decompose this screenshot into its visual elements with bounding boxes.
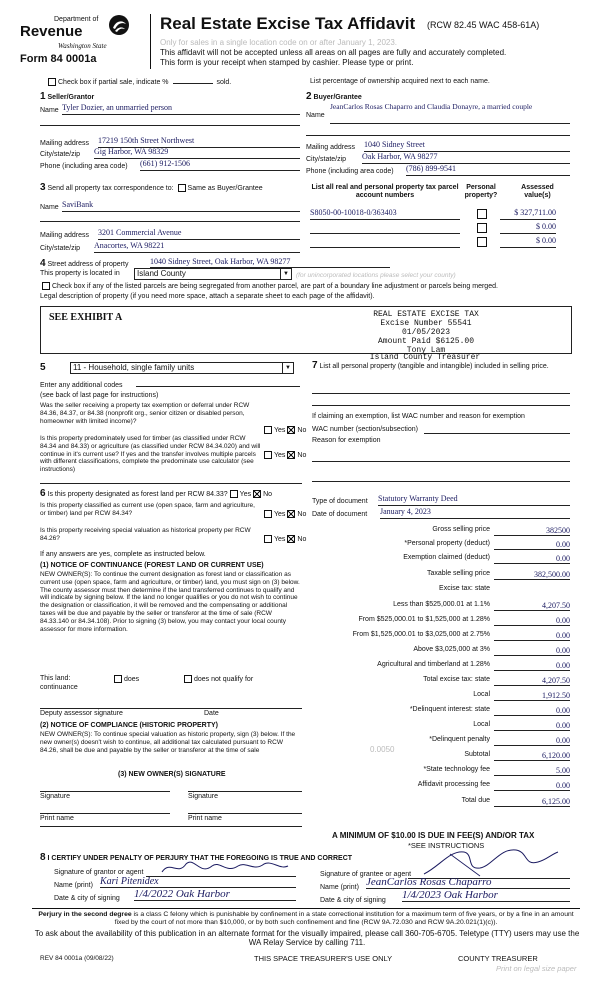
tax-row-label: *Delinquent penalty — [429, 736, 490, 743]
see-back-note: (see back of last page for instructions) — [40, 392, 159, 399]
segregated-row: Check box if any of the listed parcels are being segregated from another parcel, are part of a boundary line adjustment or parcels being merged. — [40, 282, 498, 290]
personal-property-line1[interactable] — [312, 392, 570, 394]
tax-row-label: Local — [473, 721, 490, 728]
seller-name-label: Name — [40, 107, 59, 114]
form-number: Form 84 0001a — [20, 53, 97, 65]
tax-row-value[interactable]: 1,912.50 — [494, 691, 570, 701]
section6-divider — [40, 482, 302, 484]
new-owner-sig1-label: Signature — [40, 793, 70, 800]
tax-row-value[interactable]: 5.00 — [494, 766, 570, 776]
tax-row-label: Local — [473, 691, 490, 698]
tax-row-label: *Delinquent interest: state — [409, 706, 490, 713]
tax-row — [310, 540, 570, 550]
tax-row-value[interactable]: 6,120.00 — [494, 751, 570, 761]
dept-of-label: Department of — [54, 16, 99, 23]
notice2-body: NEW OWNER(S): To continue special valuation as historic property, sign (3) below. If the new owner(s) doesn't wish to continue, all additional tax calculated pursuant to RCW 84.26, shall be due and payable by the seller or transferor at the time of sale — [40, 731, 296, 754]
tax-row-label: Excise tax: state — [439, 585, 490, 592]
tax-corr-name-label: Name — [40, 204, 59, 211]
segregated-checkbox[interactable] — [42, 282, 50, 290]
tax-row-label: Total excise tax: state — [423, 676, 490, 683]
tax-row — [310, 585, 570, 595]
tax-row-label: *Personal property (deduct) — [404, 540, 490, 547]
parcel-value-1[interactable]: $ 327,711.00 — [500, 208, 556, 220]
exemption-yes-checkbox[interactable] — [264, 426, 272, 434]
tax-row — [310, 797, 570, 807]
receipt-note: This form is your receipt when stamped by cashier. Please type or print. — [160, 58, 414, 67]
tax-row-value[interactable]: 0.00 — [494, 646, 570, 656]
additional-codes-field[interactable] — [136, 385, 300, 387]
exemption-question: Was the seller receiving a property tax exemption or deferral under RCW 84.36, 84.37, or 84.38 (nonprofit org., senior citizen or disabled person, homeowner with limited income)? — [40, 402, 250, 425]
parcel-header-list: List all real and personal property tax parcel account numbers — [311, 184, 459, 199]
new-owner-print2-label: Print name — [188, 815, 222, 822]
tax-row-value[interactable]: 0.00 — [494, 616, 570, 626]
alt-format-note: To ask about the availability of this publication in an alternate format for the visually impaired, please call 360-705-6705. Teletype (TTY) users may use the WA Relay Service by calling 711. — [34, 929, 580, 947]
section8-divider — [40, 825, 302, 827]
grantor-name-field[interactable]: Kari Pitenidex — [100, 876, 296, 888]
forest-no-checkbox[interactable] — [253, 490, 261, 498]
treasurer-stamp-line6: Island County Treasurer — [369, 353, 481, 362]
claim-exemption-label: If claiming an exemption, list WAC number and reason for exemption — [312, 413, 525, 420]
grantor-date-label: Date & city of signing — [54, 895, 120, 902]
tax-row — [310, 554, 570, 564]
tax-row — [310, 570, 570, 580]
tax-row — [310, 676, 570, 686]
tax-row-label: Above $3,025,000 at 3% — [413, 646, 490, 653]
seller-city-label: City/state/zip — [40, 151, 81, 158]
tax-row-value[interactable]: 6,125.00 — [494, 797, 570, 807]
grantor-date-field[interactable]: 1/4/2022 Oak Harbor — [134, 888, 296, 901]
doc-date-label: Date of document — [312, 511, 368, 518]
tax-row-value[interactable]: 4,207.50 — [494, 676, 570, 686]
grantor-signature — [160, 858, 290, 878]
section7-text: 7 List all personal property (tangible and intangible) included in selling price. — [312, 360, 549, 371]
swirl-icon — [108, 14, 130, 36]
continuance-label: continuance — [40, 684, 78, 691]
chevron-down-icon[interactable]: ▼ — [280, 269, 291, 279]
tax-row-label: Agricultural and timberland at 1.28% — [377, 661, 490, 668]
tax-row-value[interactable]: 0.00 — [494, 631, 570, 641]
tax-row-label: *State technology fee — [423, 766, 490, 773]
doc-type-field[interactable]: Statutory Warranty Deed — [378, 494, 570, 506]
tax-row — [310, 766, 570, 776]
local-rate: 0.0050 — [370, 745, 395, 754]
minimum-due-note: A MINIMUM OF $10.00 IS DUE IN FEE(S) AND/OR TAX — [332, 831, 535, 840]
buyer-phone-label: Phone (including area code) — [306, 168, 394, 175]
treasurer-stamp: REAL ESTATE EXCISE TAX Excise Number 55541 01/05/2023 Amount Paid $6125.00 Tony Lam — [373, 310, 479, 355]
grantee-signature — [420, 846, 560, 878]
street-label: 4 Street address of property — [40, 258, 129, 269]
historic-yes-checkbox[interactable] — [264, 535, 272, 543]
new-owner-print1-line[interactable] — [40, 812, 170, 814]
dor-logo — [20, 14, 148, 58]
tax-row-value[interactable]: 4,207.50 — [494, 601, 570, 611]
notice1-title: (1) NOTICE OF CONTINUANCE (FOREST LAND OR CURRENT USE) — [40, 562, 264, 569]
state-label: Washington State — [58, 42, 107, 50]
partial-sale-label: Check box if partial sale, indicate % — [58, 78, 169, 86]
legal-desc-label: Legal description of property (if you need more space, attach a separate sheet to each page of the affidavit). — [40, 293, 375, 300]
tax-corr-city-label: City/state/zip — [40, 245, 81, 252]
partial-pct-field[interactable] — [173, 83, 213, 84]
wac-label: WAC number (section/subsection) — [312, 426, 418, 433]
sold-label: sold. — [216, 78, 232, 86]
timber-question: Is this property predominately used for timber (as classified under RCW 84.34 and 84.33) or agriculture (as classified under RCW 84.34.020) and will continue in it's current use? If yes and the transfer involves multiple parcels with different classifications, complete the predominate use calculator (see instructions) — [40, 435, 261, 474]
buyer-phone-field[interactable]: (786) 899-9541 — [406, 164, 570, 176]
tax-row-label: Taxable selling price — [426, 570, 490, 577]
historic-question: Is this property receiving special valuation as historical property per RCW 84.26? — [40, 527, 251, 542]
does-not-option: does not qualify for — [182, 675, 253, 683]
parcel-number-2[interactable] — [310, 222, 460, 234]
tax-row-label: Total due — [461, 797, 490, 804]
revenue-wordmark: Revenue — [20, 23, 83, 40]
see-instructions-note: *SEE INSTRUCTIONS — [408, 841, 485, 850]
buyer-mail-label: Mailing address — [306, 144, 356, 151]
tax-row-label: From $525,000.01 to $1,525,000 at 1.28% — [358, 616, 490, 623]
tax-row-label: Subtotal — [464, 751, 490, 758]
only-for-note: Only for sales in a single location code on or after January 1, 2023. — [160, 38, 398, 47]
seller-heading: 1 Seller/Grantor — [40, 91, 95, 102]
tax-corr-name-line2[interactable] — [40, 220, 300, 222]
tax-row — [310, 691, 570, 701]
tax-row — [310, 781, 570, 791]
buyer-city-field[interactable]: Oak Harbor, WA 98277 — [362, 152, 570, 164]
county-select[interactable] — [134, 268, 292, 280]
tax-corr-mail-field[interactable]: 3201 Commercial Avenue — [98, 228, 300, 240]
tax-row — [310, 751, 570, 761]
print-legal-note: Print on legal size paper — [496, 964, 577, 973]
parcel-header-assessed: Assessed value(s) — [521, 184, 554, 199]
chevron-down-icon[interactable]: ▼ — [282, 363, 293, 373]
street-address-field[interactable]: 1040 Sidney Street, Oak Harbor, WA 98277 — [150, 257, 390, 268]
open-space-yes-no: Yes No — [262, 510, 306, 518]
doc-date-field[interactable]: January 4, 2023 — [380, 507, 570, 519]
tax-row-value[interactable]: 0.00 — [494, 721, 570, 731]
tax-row-label: From $1,525,000.01 to $3,025,000 at 2.75% — [352, 631, 490, 638]
tax-row-value[interactable]: 0.00 — [494, 540, 570, 550]
does-not-checkbox[interactable] — [184, 675, 192, 683]
buyer-name-field[interactable]: JeanCarlos Rosas Chaparro and Claudia Donayre, a married couple — [330, 103, 570, 124]
parcel-number-1[interactable]: S8050-00-10018-0/363403 — [310, 208, 460, 220]
tax-row-value[interactable]: 0.00 — [494, 781, 570, 791]
deputy-sig-label: Deputy assessor signature — [40, 710, 123, 717]
exemption-no-checkbox[interactable] — [287, 426, 295, 434]
tax-row-value[interactable]: 0.00 — [494, 661, 570, 671]
this-land-label: This land: — [40, 675, 71, 682]
tax-row — [310, 661, 570, 671]
new-owner-sig2-label: Signature — [188, 793, 218, 800]
tax-corr-heading: 3 Send all property tax correspondence to: Same as Buyer/Grantee — [40, 182, 263, 193]
grantee-name-label: Name (print) — [320, 884, 359, 891]
partial-sale-checkbox[interactable] — [48, 78, 56, 86]
legal-description-box[interactable] — [40, 306, 572, 354]
new-owner-sig1-line[interactable] — [40, 790, 170, 792]
open-space-no-checkbox[interactable] — [287, 510, 295, 518]
grantee-date-label: Date & city of signing — [320, 897, 386, 904]
county-treasurer-label: COUNTY TREASURER — [458, 954, 538, 963]
seller-phone-label: Phone (including area code) — [40, 163, 128, 170]
grantee-name-field[interactable]: JeanCarlos Rosas Chaparro — [366, 876, 570, 889]
parcel-value-3[interactable]: $ 0.00 — [500, 236, 556, 248]
footer-divider — [32, 908, 580, 909]
buyer-heading: 2 Buyer/Grantee — [306, 91, 362, 102]
revision-label: REV 84 0001a (09/08/22) — [40, 955, 114, 962]
doc-type-label: Type of document — [312, 498, 368, 505]
parcel-value-2[interactable]: $ 0.00 — [500, 222, 556, 234]
not-accepted-note: This affidavit will not be accepted unless all areas on all pages are fully and accurately completed. — [160, 48, 507, 57]
tax-row — [310, 601, 570, 611]
tax-row-value[interactable]: 382,500.00 — [494, 570, 570, 580]
does-option: does — [112, 675, 139, 683]
grantee-sig-label: Signature of grantee or agent — [320, 871, 412, 878]
historic-no-checkbox[interactable] — [287, 535, 295, 543]
tax-corr-name-field[interactable]: SaviBank — [62, 200, 300, 212]
personal-property-line2[interactable] — [312, 404, 570, 406]
tax-row-value[interactable]: 0.00 — [494, 736, 570, 746]
timber-yes-no: Yes No — [262, 451, 306, 459]
does-checkbox[interactable] — [114, 675, 122, 683]
seller-name-line2[interactable] — [40, 124, 300, 126]
tax-row-value[interactable]: 382500 — [494, 526, 570, 536]
timber-yes-checkbox[interactable] — [264, 451, 272, 459]
rcw-ref: (RCW 82.45 WAC 458-61A) — [427, 20, 540, 30]
seller-phone-field[interactable]: (661) 912-1506 — [140, 159, 300, 171]
any-yes-note: If any answers are yes, complete as instructed below. — [40, 551, 206, 558]
unincorporated-note: (for unincorporated locations please select your county) — [296, 272, 456, 279]
tax-row — [310, 631, 570, 641]
new-owner-sig2-line[interactable] — [188, 790, 302, 792]
tax-row — [310, 721, 570, 731]
grantor-sig-label: Signature of grantor or agent — [54, 869, 144, 876]
seller-name-field[interactable]: Tyler Dozier, an unmarried person — [62, 103, 300, 115]
located-label: This property is located in — [40, 270, 120, 277]
perjury-note: Perjury in the second degree is a class C felony which is punishable by confinement in a state correctional institution for a maximum term of five years, or by a fine in an amount fixed by the court of not more than $10,000, or by both such confinement and fine (RCW 9A.72.030 and RCW 9A.20.021(1)(c)). — [38, 911, 574, 926]
parcel-personal-checkbox-2[interactable] — [477, 223, 487, 233]
historic-yes-no: Yes No — [262, 535, 306, 543]
reason-line2[interactable] — [312, 480, 570, 482]
tax-row — [310, 736, 570, 746]
parcel-personal-checkbox-1[interactable] — [477, 209, 487, 219]
additional-codes-label: Enter any additional codes — [40, 382, 123, 389]
section5-num: 5 — [40, 362, 46, 373]
tax-row — [310, 526, 570, 536]
deputy-sig-line[interactable] — [40, 707, 302, 709]
certify-statement: 8 I CERTIFY UNDER PENALTY OF PERJURY THAT THE FOREGOING IS TRUE AND CORRECT — [40, 852, 353, 863]
wac-field[interactable] — [424, 432, 570, 434]
grantee-date-field[interactable]: 1/4/2023 Oak Harbor — [402, 889, 570, 902]
forest-yes-checkbox[interactable] — [230, 490, 238, 498]
parcel-number-3[interactable] — [310, 236, 460, 248]
tax-row — [310, 616, 570, 626]
open-space-yes-checkbox[interactable] — [264, 510, 272, 518]
seller-mail-field[interactable]: 17219 150th Street Northwest — [98, 136, 300, 148]
use-code-select[interactable] — [70, 362, 294, 374]
tax-row-label: Less than $525,000.01 at 1.1% — [393, 601, 490, 608]
new-owner-sig-title: (3) NEW OWNER(S) SIGNATURE — [118, 771, 226, 778]
parcel-personal-checkbox-3[interactable] — [477, 237, 487, 247]
buyer-name-line2[interactable] — [306, 134, 570, 136]
tax-row — [310, 706, 570, 716]
seller-mail-label: Mailing address — [40, 140, 90, 147]
notice2-title: (2) NOTICE OF COMPLIANCE (HISTORIC PROPERTY) — [40, 722, 218, 729]
notice1-body: NEW OWNER(S): To continue the current designation as forest land or classification as current use (open space, farm and agriculture, or timber) land, you must sign on (3) below. The county assessor must then determine if the land transferred continues to qualify and will indicate by signing below. If the land no longer qualifies or you do not wish to continue the designation or classification, it will be removed and the compensating or additional taxes will be due and payable by the seller or transferor at the time of sale (RCW 84.33.140 or 84.34.108). Prior to signing (3) below, you may contact your local county assessor for more information. — [40, 571, 300, 633]
exhibit-reference: SEE EXHIBIT A — [49, 312, 123, 323]
open-space-question: Is this property classified as current use (open space, farm and agriculture, or timber) land per RCW 84.34? — [40, 502, 255, 517]
exemption-yes-no: Yes No — [262, 426, 306, 434]
parcel-header-personal: Personal property? — [464, 184, 498, 199]
treasurer-use-label: THIS SPACE TREASURER'S USE ONLY — [254, 954, 393, 963]
ownership-note: List percentage of ownership acquired next to each name. — [310, 78, 490, 85]
new-owner-print1-label: Print name — [40, 815, 74, 822]
buyer-city-label: City/state/zip — [306, 156, 347, 163]
tax-row-value[interactable]: 0.00 — [494, 706, 570, 716]
deputy-date-label: Date — [204, 710, 219, 717]
partial-sale-row — [46, 78, 231, 86]
reason-line1[interactable] — [312, 460, 570, 462]
same-as-buyer-checkbox[interactable] — [178, 184, 186, 192]
county-select-value: Island County — [137, 269, 186, 278]
buyer-mail-field[interactable]: 1040 Sidney Street — [364, 140, 570, 152]
buyer-name-label: Name — [306, 112, 325, 119]
seller-city-field[interactable]: Gig Harbor, WA 98329 — [94, 147, 300, 159]
timber-no-checkbox[interactable] — [287, 451, 295, 459]
tax-row-value[interactable]: 0.00 — [494, 554, 570, 564]
tax-row-label: Gross selling price — [432, 526, 490, 533]
tax-corr-mail-label: Mailing address — [40, 232, 90, 239]
tax-row-label: Exemption claimed (deduct) — [403, 554, 490, 561]
use-code-value: 11 - Household, single family units — [73, 363, 195, 372]
grantor-name-label: Name (print) — [54, 882, 93, 889]
tax-row — [310, 646, 570, 656]
tax-row-label: Affidavit processing fee — [417, 781, 490, 788]
header-divider — [150, 14, 151, 69]
new-owner-print2-line[interactable] — [188, 812, 302, 814]
reason-label: Reason for exemption — [312, 437, 381, 444]
form-title: Real Estate Excise Tax Affidavit — [160, 14, 416, 33]
forest-question: 6 Is this property designated as forest land per RCW 84.33? Yes No — [40, 488, 273, 499]
tax-corr-city-field[interactable]: Anacortes, WA 98221 — [94, 241, 300, 253]
